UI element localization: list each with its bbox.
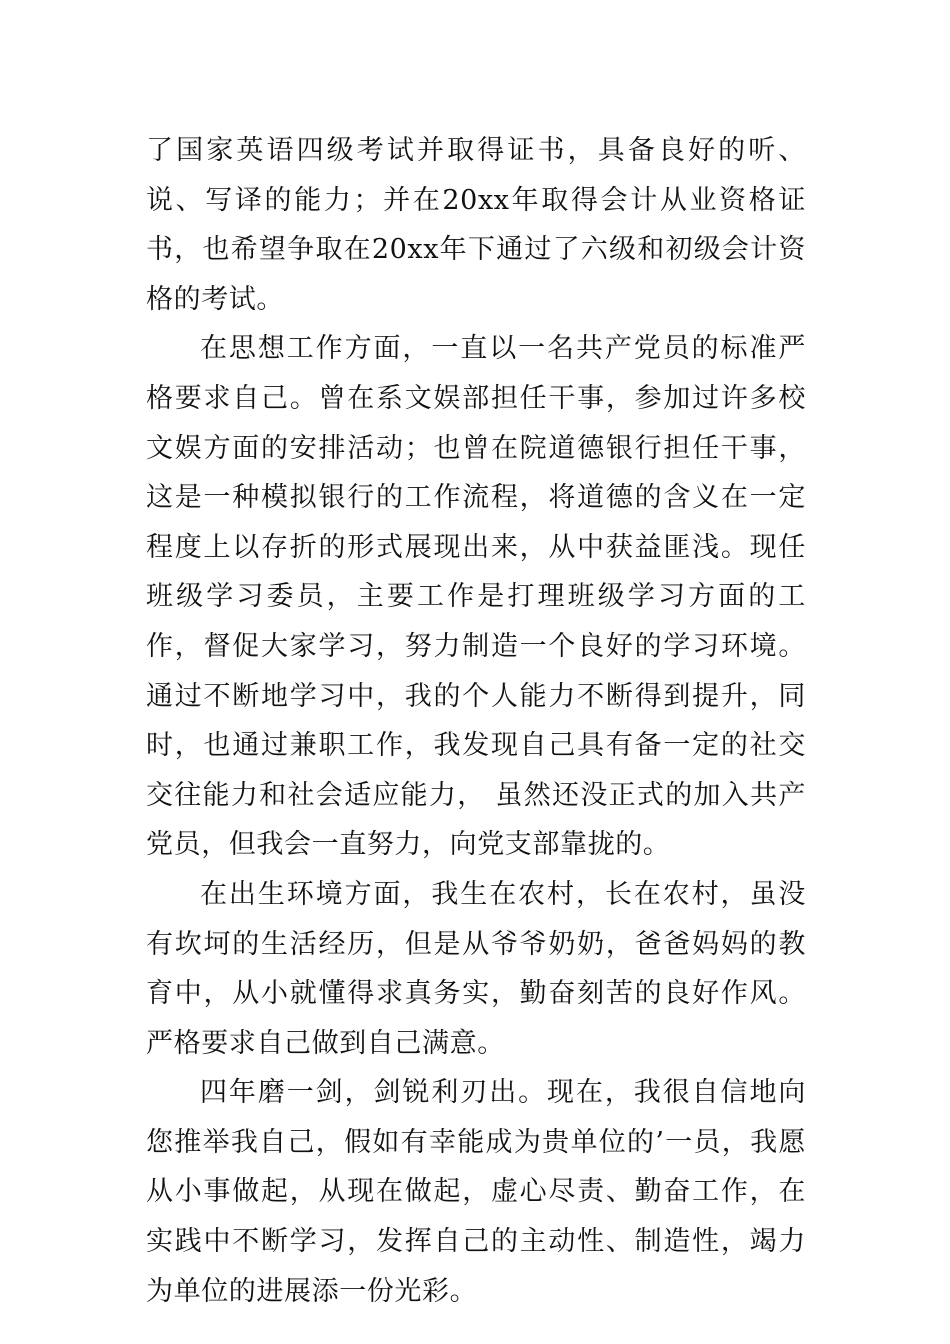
document-body — [146, 126, 806, 1316]
paragraph-ideological-work: 在思想工作方面，一直以一名共产党员的标准严格要求自己。曾在系文娱部担任干事，参加过许多校文娱方面的安排活动；也曾在院道德银行担任干事，这是一种模拟银行的工作流程，将道德的含义在一定程度上以存折的形式展现出来，从中获益匪浅。现任班级学习委员，主要工作是打理班级学习方面的工作，督促大家学习，努力制造一个良好的学习环境。通过不断地学习中，我的个人能力不断得到提升，同时，也通过兼职工作，我发现自己具有备一定的社交交往能力和社会适应能力， 虽然还没正式的加入共产党员，但我会一直努力，向党支部靠拢的。 — [146, 333, 806, 861]
paragraph-closing-statement: 四年磨一剑，剑锐利刃出。现在，我很自信地向您推举我自己，假如有幸能成为贵单位的’一员，我愿从小事做起，从现在做起，虚心尽责、勤奋工作，在实践中不断学习，发挥自己的主动性、制造性，竭力为单位的进展添一份光彩。 — [146, 1077, 806, 1307]
paragraph-english-certificates: 了国家英语四级考试并取得证书，具备良好的听、说、写译的能力；并在20xx年取得会计从业资格证书，也希望争取在20xx年下通过了六级和初级会计资格的考试。 — [146, 135, 806, 315]
paragraph-birth-environment: 在出生环境方面，我生在农村，长在农村，虽没有坎坷的生活经历，但是从爷爷奶奶，爸爸妈妈的教育中，从小就懂得求真务实，勤奋刻苦的良好作风。严格要求自己做到自己满意。 — [146, 878, 806, 1059]
